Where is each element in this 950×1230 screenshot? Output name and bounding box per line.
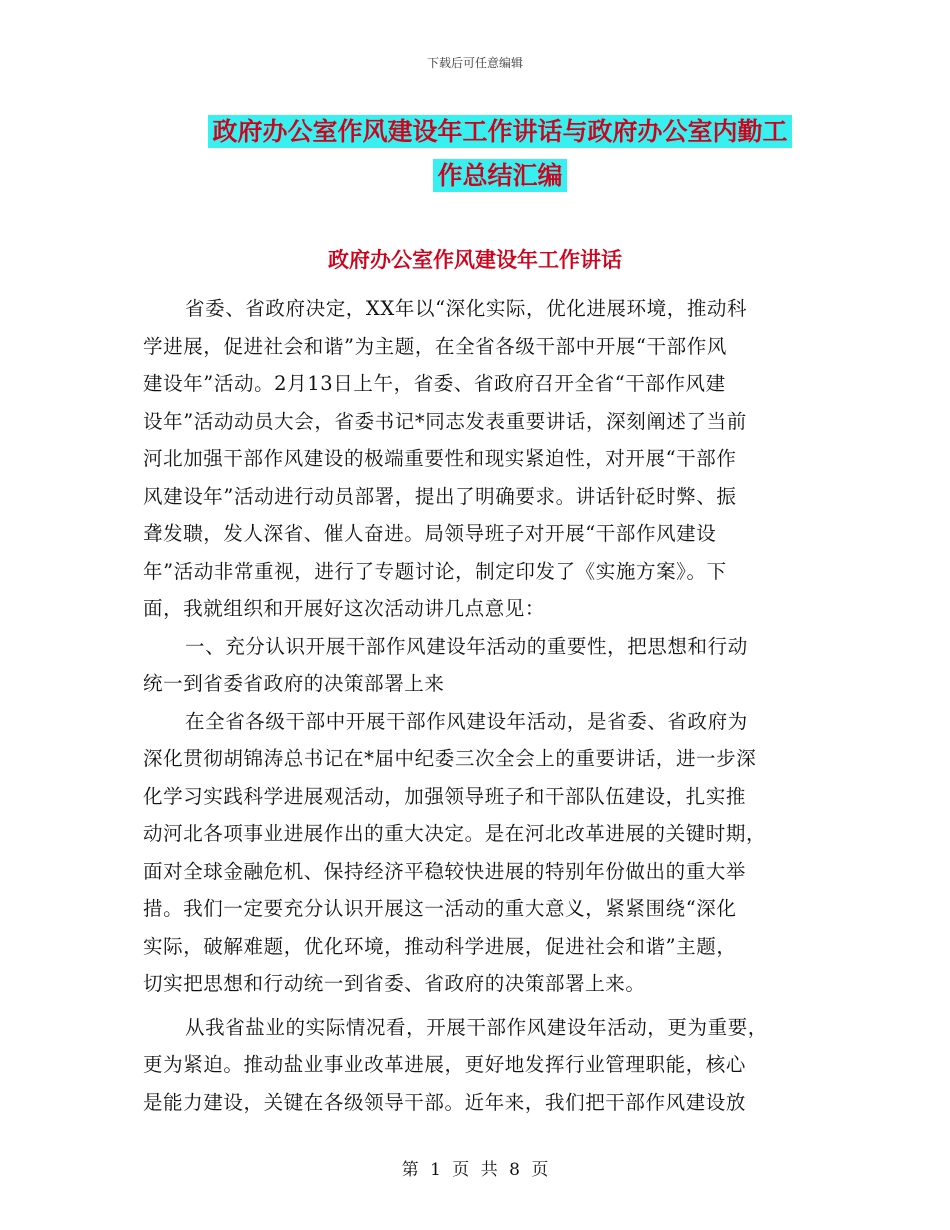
body-line: 深化贯彻胡锦涛总书记在*届中纪委三次全会上的重要讲话，进一步深 bbox=[143, 747, 757, 770]
body-line: 建设年”活动。2月13日上午，省委、省政府召开全省“干部作风建 bbox=[143, 372, 726, 395]
body-line: 河北加强干部作风建设的极端重要性和现实紧迫性，对开展“干部作 bbox=[143, 447, 737, 470]
section-title: 政府办公室作风建设年工作讲话 bbox=[328, 247, 622, 272]
body-line: 从我省盐业的实际情况看，开展干部作风建设年活动，更为重要， bbox=[185, 1015, 768, 1039]
body-line: 化学习实践科学进展观活动，加强领导班子和干部队伍建设，扎实推 bbox=[143, 784, 747, 808]
header-note: 下载后可任意编辑 bbox=[426, 56, 523, 70]
body-line: 风建设年”活动进行动员部署，提出了明确要求。讲话针砭时弊、振 bbox=[143, 484, 737, 508]
body-line: 面对全球金融危机、保持经济平稳较快进展的特别年份做出的重大举 bbox=[143, 859, 747, 883]
body-text bbox=[143, 290, 813, 1121]
title-highlight: 作总结汇编 bbox=[433, 159, 566, 192]
body-line: 省委、省政府决定，XX年以“深化实际，优化进展环境，推动科 bbox=[185, 297, 748, 320]
title-highlight: 政府办公室作风建设年工作讲话与政府办公室内勤工 bbox=[208, 115, 791, 148]
body-line: 面，我就组织和开展好这次活动讲几点意见： bbox=[143, 597, 546, 620]
body-line: 在全省各级干部中开展干部作风建设年活动，是省委、省政府为 bbox=[185, 709, 748, 733]
document-title-line-2 bbox=[190, 154, 810, 198]
body-line: 一、充分认识开展干部作风建设年活动的重要性，把思想和行动 bbox=[185, 634, 748, 658]
body-line: 年”活动非常重视，进行了专题讨论，制定印发了《实施方案》。下 bbox=[143, 559, 727, 583]
body-line: 是能力建设，关键在各级领导干部。近年来，我们把干部作风建设放 bbox=[143, 1090, 747, 1114]
body-line: 更为紧迫。推动盐业事业改革进展，更好地发挥行业管理职能，核心 bbox=[143, 1053, 747, 1076]
body-line: 实际，破解难题，优化环境，推动科学进展，促进社会和谐”主题， bbox=[143, 934, 737, 958]
body-line: 措。我们一定要充分认识开展这一活动的重大意义，紧紧围绕“深化 bbox=[143, 897, 737, 920]
page-footer: 第 1 页 共 8 页 bbox=[401, 1160, 549, 1180]
body-line: 切实把思想和行动统一到省委、省政府的决策部署上来。 bbox=[143, 972, 646, 995]
body-line: 统一到省委省政府的决策部署上来 bbox=[143, 672, 445, 695]
body-line: 学进展，促进社会和谐”为主题，在全省各级干部中开展“干部作风 bbox=[143, 334, 727, 358]
body-line: 聋发聩，发人深省、催人奋进。局领导班子对开展“干部作风建设 bbox=[143, 522, 717, 545]
body-line: 动河北各项事业进展作出的重大决定。是在河北改革进展的关键时期， bbox=[143, 822, 767, 845]
body-line: 设年”活动动员大会，省委书记*同志发表重要讲话，深刻阐述了当前 bbox=[143, 409, 747, 433]
document-title-line-1 bbox=[190, 110, 810, 154]
